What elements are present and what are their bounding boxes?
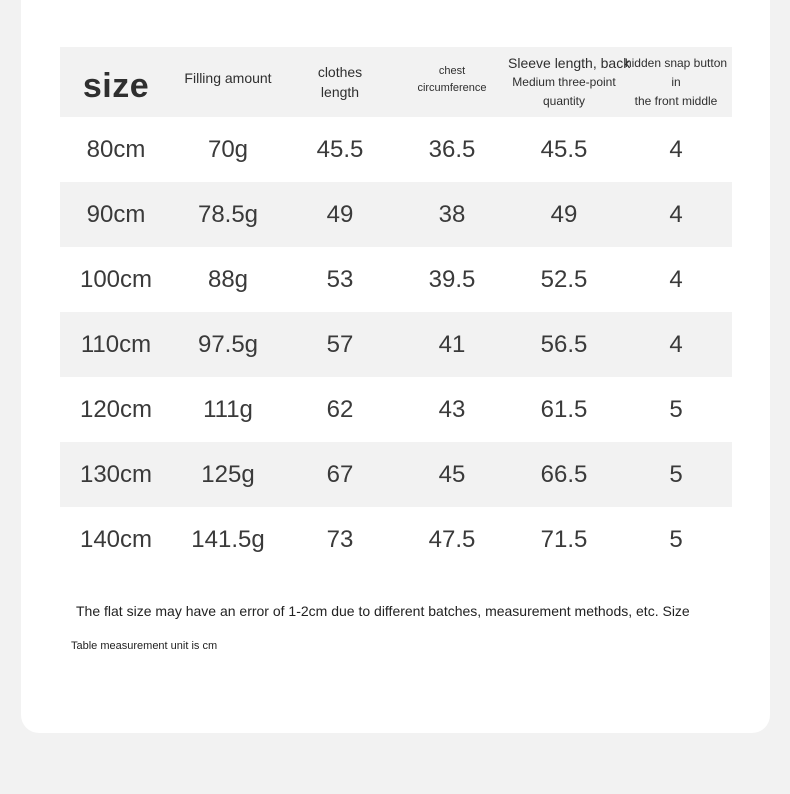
table-row (60, 117, 732, 182)
header-snap-line1: hidden snap button in (624, 55, 728, 89)
header-sleeve-length (508, 47, 631, 117)
cell-snap: 5 (669, 525, 683, 553)
header-snap-buttons (620, 47, 732, 117)
header-chest-circumference (396, 47, 508, 117)
cell-sleeve: 52.5 (540, 265, 588, 293)
table-row (60, 442, 732, 507)
table-row (60, 182, 732, 247)
table-body (60, 117, 732, 572)
header-filling-amount (172, 47, 284, 117)
cell-snap: 4 (669, 135, 683, 163)
header-sleeve-line2: Medium three-point (512, 74, 616, 89)
cell-sleeve: 66.5 (540, 460, 588, 488)
cell-filling: 88g (207, 265, 249, 293)
header-sleeve-line3: quantity (542, 93, 586, 108)
cell-chest: 45 (438, 460, 466, 488)
table-row (60, 247, 732, 312)
cell-size: 100cm (79, 265, 153, 293)
table-row (60, 312, 732, 377)
cell-size: 130cm (79, 460, 153, 488)
header-length-line2: length (320, 84, 360, 100)
cell-filling: 70g (207, 135, 249, 163)
cell-sleeve: 61.5 (540, 395, 588, 423)
header-sleeve-top: Sleeve length, back (508, 54, 631, 71)
header-size (60, 47, 172, 117)
cell-sleeve: 71.5 (540, 525, 588, 553)
cell-sleeve: 56.5 (540, 330, 588, 358)
cell-size: 140cm (79, 525, 153, 553)
cell-length: 45.5 (316, 135, 364, 163)
cell-size: 120cm (79, 395, 153, 423)
cell-snap: 4 (669, 330, 683, 358)
cell-chest: 39.5 (428, 265, 476, 293)
cell-length: 73 (326, 525, 354, 553)
cell-snap: 5 (669, 460, 683, 488)
cell-filling: 141.5g (191, 525, 265, 553)
cell-filling: 111g (203, 395, 253, 423)
header-length-line1: clothes (317, 64, 363, 80)
header-filling-label: Filling amount (184, 70, 272, 87)
table-row (60, 507, 732, 572)
cell-length: 57 (326, 330, 354, 358)
cell-size: 80cm (86, 135, 146, 163)
cell-length: 67 (326, 460, 354, 488)
table-row (60, 377, 732, 442)
cell-snap: 5 (669, 395, 683, 423)
cell-length: 49 (326, 200, 354, 228)
header-row (60, 47, 732, 117)
cell-snap: 4 (669, 265, 683, 293)
header-clothes-length (284, 47, 396, 117)
cell-sleeve: 49 (550, 200, 578, 228)
cell-chest: 43 (438, 395, 466, 423)
cell-chest: 41 (438, 330, 466, 358)
cell-size: 90cm (86, 200, 146, 228)
cell-filling: 97.5g (197, 330, 259, 358)
header-chest-line2: circumference (417, 82, 487, 94)
cell-filling: 125g (201, 460, 255, 488)
cell-length: 53 (326, 265, 354, 293)
cell-length: 62 (326, 395, 354, 423)
cell-snap: 4 (669, 200, 683, 228)
cell-filling: 78.5g (197, 200, 259, 228)
header-size-label: size (82, 66, 150, 105)
cell-chest: 38 (438, 200, 466, 228)
cell-size: 110cm (80, 330, 152, 358)
cell-sleeve: 45.5 (540, 135, 588, 163)
cell-chest: 47.5 (428, 525, 476, 553)
header-chest-line1: chest (438, 65, 466, 77)
measurement-error-note: The flat size may have an error of 1-2cm due to different batches, measurement methods, etc. Size (76, 603, 690, 619)
table-header (60, 47, 732, 117)
measurement-unit-note: Table measurement unit is cm (71, 640, 218, 652)
header-snap-line2: the front middle (634, 93, 718, 108)
cell-chest: 36.5 (428, 135, 476, 163)
size-chart-table (60, 47, 732, 572)
